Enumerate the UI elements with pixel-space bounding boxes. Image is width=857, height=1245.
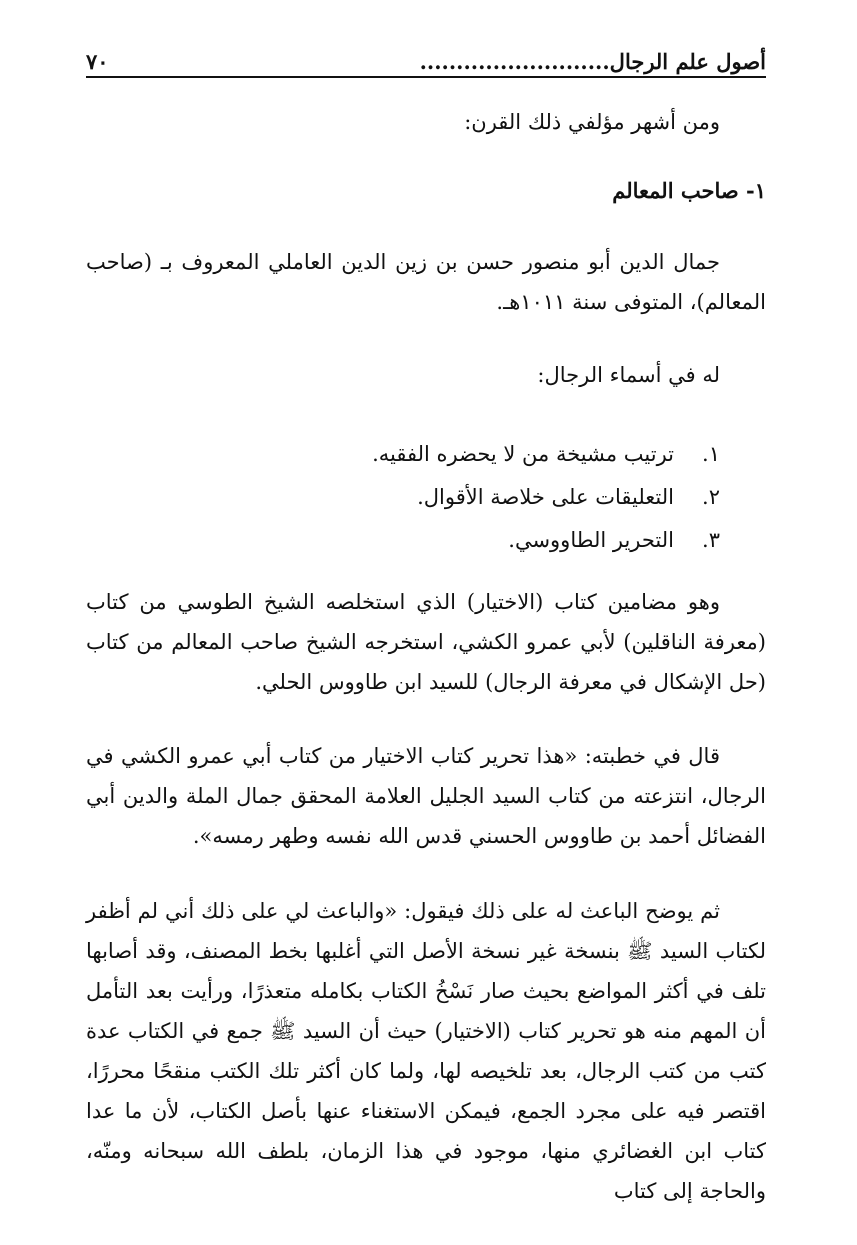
list-item-text: التعليقات على خلاصة الأقوال. bbox=[417, 485, 674, 509]
list-item-text: التحرير الطاووسي. bbox=[508, 528, 674, 552]
header-title: أصول علم الرجال.......................... bbox=[419, 49, 766, 74]
document-page bbox=[86, 36, 766, 1203]
list-item bbox=[372, 476, 720, 519]
page-number: ٧٠ bbox=[86, 49, 109, 74]
section-heading: ١- صاحب المعالم bbox=[612, 178, 766, 203]
works-list bbox=[372, 433, 720, 562]
running-header bbox=[86, 36, 766, 78]
paragraph-2: قال في خطبته: «هذا تحرير كتاب الاختيار من كتاب أبي عمرو الكشي في الرجال، انتزعته من كتاب السيد الجليل العلامة المحقق جمال الملة والدين أبي الفضائل أحمد بن طاووس الحسني قدس الله نفسه وطهر رمسه». bbox=[86, 744, 766, 848]
list-item-number: ٣. bbox=[702, 528, 720, 552]
works-intro: له في أسماء الرجال: bbox=[537, 363, 720, 387]
list-item bbox=[372, 519, 720, 562]
list-item-number: ١. bbox=[702, 442, 720, 466]
intro-text: ومن أشهر مؤلفي ذلك القرن: bbox=[464, 110, 720, 134]
bio-paragraph: جمال الدين أبو منصور حسن بن زين الدين العاملي المعروف بـ (صاحب المعالم)، المتوفى سنة ١٠١١هـ. bbox=[86, 250, 766, 314]
list-item bbox=[372, 433, 720, 476]
paragraph-1: وهو مضامين كتاب (الاختيار) الذي استخلصه الشيخ الطوسي من كتاب (معرفة الناقلين) لأبي عمرو الكشي، استخرجه الشيخ صاحب المعالم من كتاب (حل الإشكال في معرفة الرجال) للسيد ابن طاووس الحلي. bbox=[86, 590, 766, 694]
paragraph-3: ثم يوضح الباعث له على ذلك فيقول: «والباعث لي على ذلك أني لم أظفر لكتاب السيد ﷺ بنسخة غير نسخة الأصل التي أغلبها بخط المصنف، وقد أصابها تلف في أكثر المواضع بحيث صار نَسْخُ الكتاب بكامله متعذرًا، ورأيت بعد التأمل أن المهم منه هو تحرير كتاب (الاختيار) حيث أن السيد ﷺ جمع في الكتاب عدة كتب من كتب الرجال، بعد تلخيصه لها، ولما كان أكثر تلك الكتب منقحًا محررًا، اقتصر فيه على مجرد الجمع، فيمكن الاستغناء عنها بأصل الكتاب، لأن ما عدا كتاب ابن الغضائري منها، موجود في هذا الزمان، بلطف الله سبحانه ومنّه، والحاجة إلى كتاب bbox=[86, 899, 766, 1203]
list-item-text: ترتيب مشيخة من لا يحضره الفقيه. bbox=[372, 442, 674, 466]
list-item-number: ٢. bbox=[702, 485, 720, 509]
